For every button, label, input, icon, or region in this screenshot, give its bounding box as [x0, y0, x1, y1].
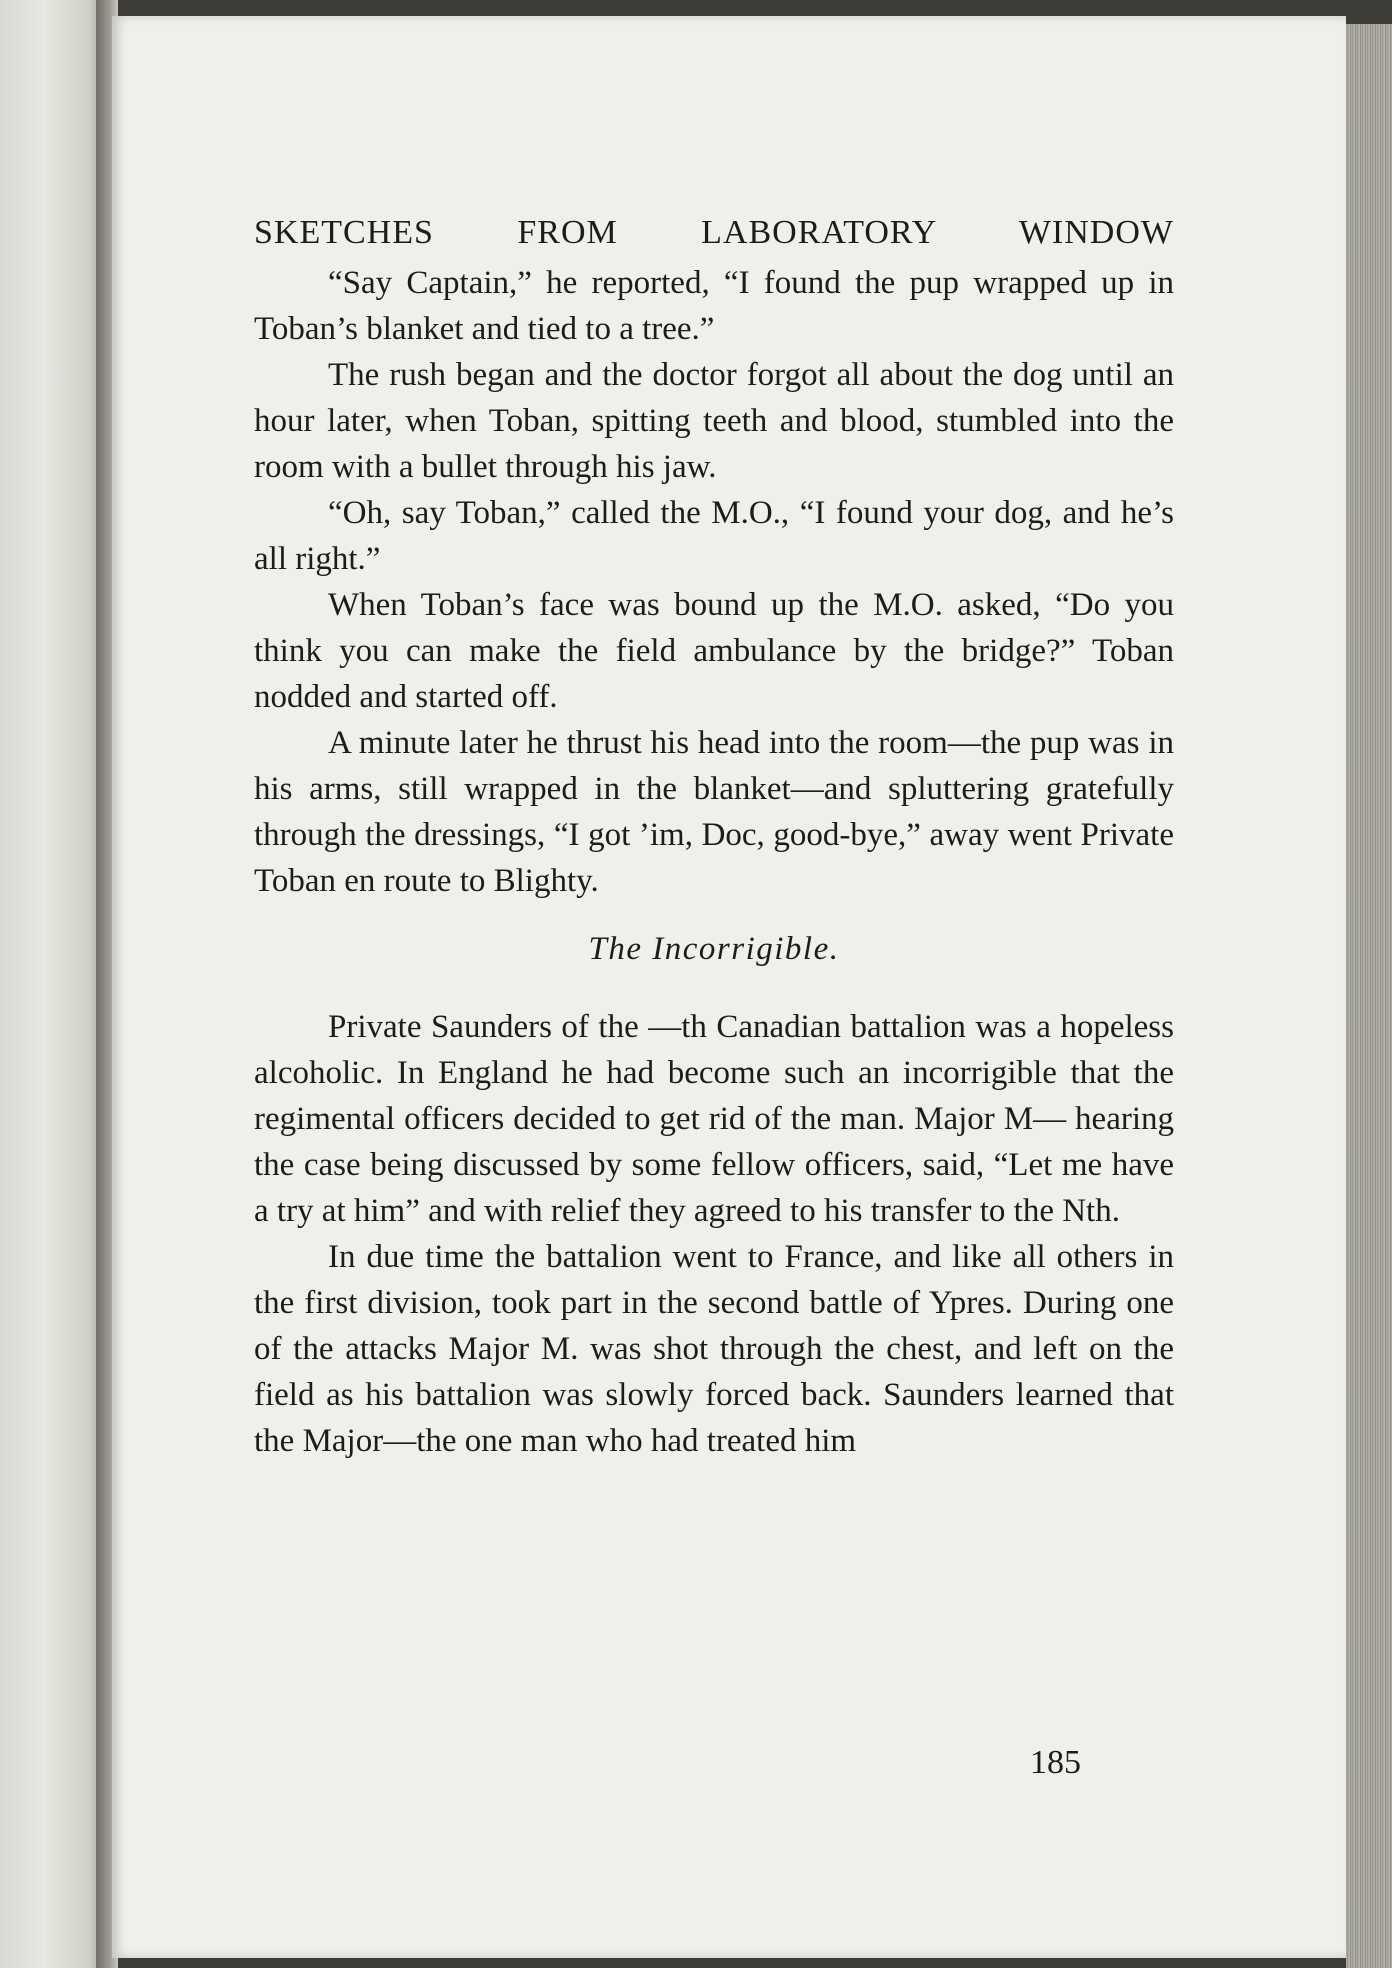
paragraph: Private Saunders of the —th Canadian battalion was a hopeless alcoholic. In England he had become such an incorrigible that the regimental officers decided to get rid of the man. Major M— hearing the case being discussed by some fellow officers, said, “Let me have a try at him” and with relief they agreed to his transfer to the Nth. [254, 1009, 1174, 1229]
page-text [254, 208, 1174, 1464]
page-number: 185 [1030, 1744, 1081, 1781]
paragraph: When Toban’s face was bound up the M.O. asked, “Do you think you can make the field ambulance by the bridge?” Toban nodded and started off. [254, 587, 1174, 715]
running-head: SKETCHES FROM LABORATORY WINDOW [254, 214, 1174, 251]
paragraph: In due time the battalion went to France, and like all others in the first division, took part in the second battle of Ypres. During one of the attacks Major M. was shot through the chest, and left on the field as his battalion was slowly forced back. Saunders learned that the Major—the one man who had treated him [254, 1239, 1174, 1459]
paragraph: A minute later he thrust his head into the room—the pup was in his arms, still wrapped in the blanket—and spluttering gratefully through the dressings, “I got ’im, Doc, good-bye,” away went Private Toban en route to Blighty. [254, 725, 1174, 899]
paragraph: The rush began and the doctor forgot all about the dog until an hour later, when Toban, spitting teeth and blood, stumbled into the room with a bullet through his jaw. [254, 357, 1174, 485]
section-title: The Incorrigible. [588, 931, 840, 967]
page-stack-edge [1346, 24, 1392, 1968]
paragraph: “Oh, say Toban,” called the M.O., “I found your dog, and he’s all right.” [254, 495, 1174, 577]
paragraph: “Say Captain,” he reported, “I found the pup wrapped up in Toban’s blanket and tied to a tree.” [254, 265, 1174, 347]
